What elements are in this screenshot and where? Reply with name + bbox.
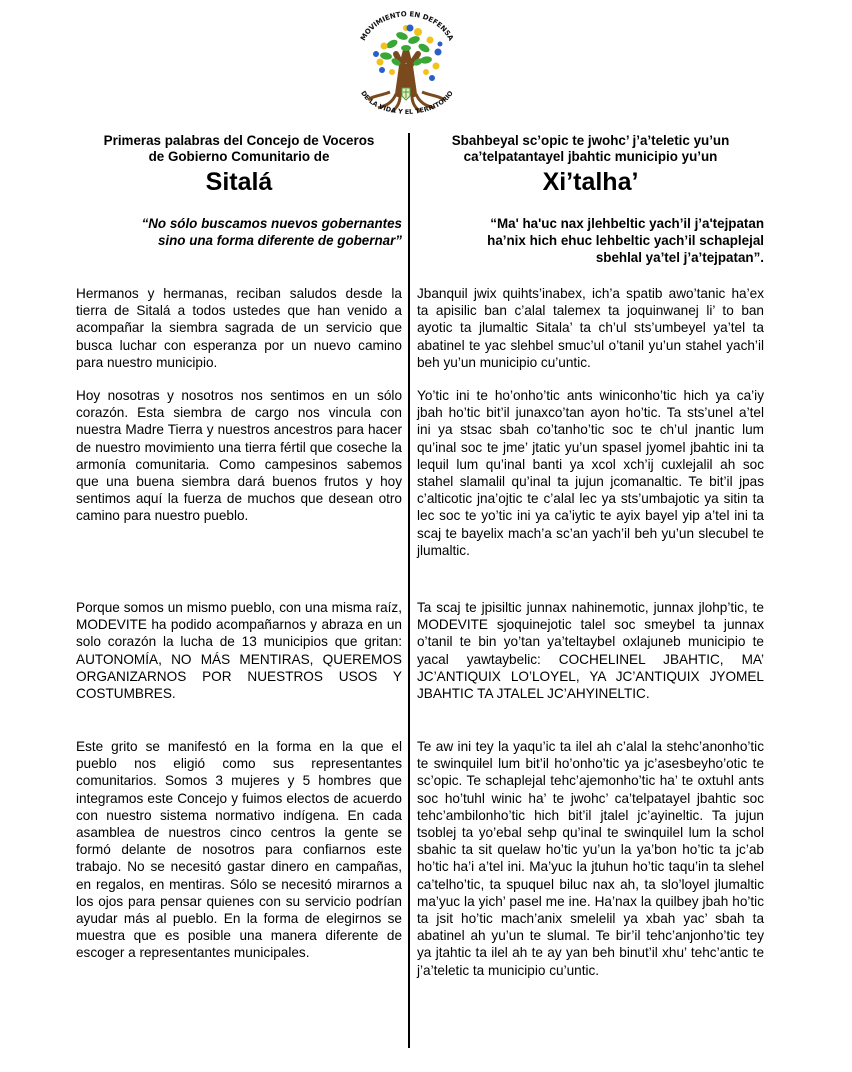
spanish-paragraph-1: Hermanos y hermanas, reciban saludos desde la tierra de Sitalá a todos ustedes que han venido a acompañar la siembra sagrada de un servicio que busca luchar con esperanza por un nuevo camino para nuestro municipio. [76, 286, 402, 370]
tzeltal-heading-line2: ca’telpatantayel jbahtic municipio yu’un [463, 149, 718, 164]
column-divider [408, 133, 410, 1048]
tree-emblem-icon [340, 4, 472, 122]
spanish-paragraph-2: Hoy nosotras y nosotros nos sentimos en un sólo corazón. Esta siembra de cargo nos vincula con nuestra Madre Tierra y nuestros ancestros para hacer de nuestro movimiento una tierra fértil que coseche la armonía comunitaria. Como campesinos sabemos que una buena siembra dará buenos frutos y hoy sentimos aquí la fuerza de muchos que desean otro camino para nuestro pueblo. [76, 388, 402, 524]
tzeltal-paragraph-4: Te aw ini tey la yaqu’ic ta ilel ah c’alal la stehc’anonho’tic te swinquilel lum bit’il ho’onho’tic ya jc’asesbeyho’otic te sc’opic. Te schaplejal tehc’ajemonho’tic ha’ te oxtuhl ants soc ho’tuhl winic ha’ te jwohc’ ca’telpatayel jbahtic soc tehc’ambilonho’tic hich bit’il jtalel jc’ayineltic. Ta jujun tsoblej ta yo’ebal sehp qu’inal te swinquilel lum la schol sbahic ta sit quelaw ho’tic yu’un la ya’bon ho’tic ta jc’ab ho’tic ha’i a’tel ini. Ma’yuc la jtuhun ho’tic taqu’in ta slehel ca’telho’tic, ta spuquel biluc nax ah, ta slo’loyel jlumaltic ma’yuc la yich’ pasel me ine. Ha’nax la quilbey jbah ho’tic ta jsit ho’tic mach’anix smelelil ya xbah yac’ sbah ta abatinel ah yu’un te slumal. Te bir’il tehc’anjonho’tic tey ya jtahtic ta ilel ah te ay yan beh binut’il xhu’ tehc’antic te j’a’teletic ta municipio cu’untic. [417, 739, 764, 978]
spanish-heading [76, 133, 402, 165]
tzeltal-quote-line2: ha’nix hich ehuc lehbeltic yach’il schaplejal [487, 233, 764, 248]
spanish-paragraph-4: Este grito se manifestó en la forma en la que el pueblo nos eligió como sus representantes comunitarios. Somos 3 mujeres y 5 hombres que integramos este Concejo y fuimos electos de acuerdo con nuestro sistema normativo indígena. En cada asamblea de nuestros cinco centros la gente se formó delante de nosotros para confiarnos este trabajo. No se necesitó gastar dinero en campañas, en regalos, en mentiras. Sólo se necesitó mirarnos a los ojos para pensar quienes con su servicio podrían ayudar más al pueblo. En la forma de elegirnos se muestra que es posible una manera diferente de escoger a representantes municipales. [76, 739, 402, 961]
modevite-logo [340, 4, 472, 122]
spanish-place-title: Sitalá [205, 168, 273, 196]
logo-bottom-text: DE LA VIDA Y EL TERRITORIO [359, 89, 455, 116]
tzeltal-paragraph-2: Yo’tic ini te ho’onho’tic ants winiconho’tic hich ya ca’iy jbah ho’tic bit’il junaxco’tan ayon ho’tic. Ta sts’unel a’tel ini ya stsac sbah co’tanho’tic soc te ch’ul jnantic lum qu’inal soc te jme’ jtatic yu’un spasel jyomel jbahtic ini ta lequil lum qu’inal banti ya xcol xch’ij cuxlejalil ah soc stahel slamalil qu’inal ta jujun jcomanaltic. Te bit’il jpas c’alticotic jna’ojtic te c’alal lec ya sts’umbajotic ya sitin ta lec soc te yo’tic ini ya ca’iytic te ayix bayel yip a’tel ini ta scaj te bayelix mach’a sc’an yach’il beh yu’un slecubel te jlumaltic. [417, 388, 764, 558]
tzeltal-heading [417, 133, 764, 165]
spanish-column [76, 133, 402, 961]
tzeltal-quote-line3: sbehlal ya’tel j’a’tejpatan”. [595, 250, 764, 265]
spanish-quote [76, 215, 402, 249]
tzeltal-paragraph-1: Jbanquil jwix quihts’inabex, ich’a spatib awo’tanic ha’ex ta apisilic ban c’alal talemex ta joquinwanej li’ to ban ayotic ta jlumaltic Sitala’ ta ch’ul sts’umbeyel ya’tel ta abatinel te yac slehbel smuc’ul o’tanil yu’un stahel yach’il beh yu’un municipio cu’untic. [417, 286, 764, 370]
spanish-quote-line1: “No sólo buscamos nuevos gobernantes [141, 216, 402, 231]
tzeltal-quote [417, 215, 764, 266]
spanish-paragraph-3: Porque somos un mismo pueblo, con una misma raíz, MODEVITE ha podido acompañarnos y abraza en un solo corazón la lucha de 13 municipios que gritan: AUTONOMÍA, NO MÁS MENTIRAS, QUEREMOS ORGANIZARNOS POR NUESTROS USOS Y COSTUMBRES. [76, 600, 402, 702]
logo-top-text: MOVIMIENTO EN DEFENSA [359, 10, 455, 43]
tzeltal-heading-line1: Sbahbeyal sc’opic te jwohc’ j’a’teletic yu’un [451, 133, 730, 148]
spanish-heading-line1: Primeras palabras del Concejo de Voceros [103, 133, 375, 148]
spanish-heading-line2: de Gobierno Comunitario de [148, 149, 330, 164]
tzeltal-quote-line1: “Ma' ha'uc nax jlehbeltic yach’il j’a'tejpatan [490, 216, 764, 231]
tzeltal-column [417, 133, 764, 978]
spanish-quote-line2: sino una forma diferente de gobernar” [157, 233, 402, 248]
tzeltal-paragraph-3: Ta scaj te jpisiltic junnax nahinemotic, junnax jlohp’tic, te MODEVITE sjoquinejotic talel soc smeybel ta junnax o’tanil te bin yo’tan ya’teltaybel oxlajuneb municipio te yacal yawtaybelic: COCHELINEL JBAHTIC, MA’ JC’ANTIQUIX LO’LOYEL, YA JC’ANTIQUIX JYOMEL JBAHTIC TA JTALEL JC’AHYINELTIC. [417, 600, 764, 702]
tzeltal-place-title: Xi’talha’ [542, 168, 639, 196]
